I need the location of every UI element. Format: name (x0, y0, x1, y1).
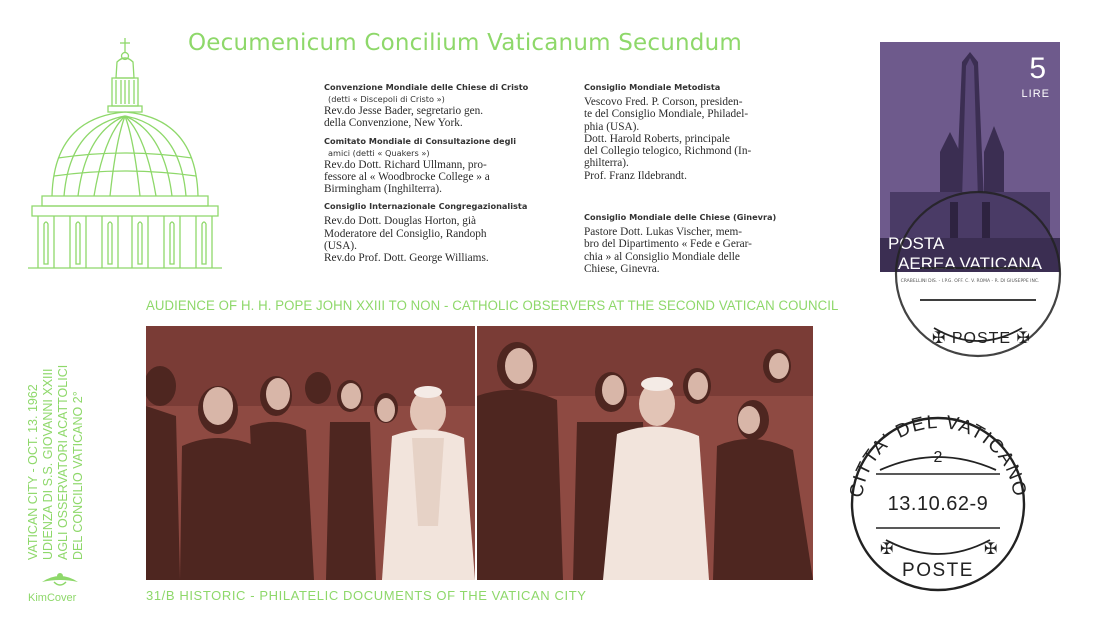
section-subheading: amici (detti « Quakers ») (328, 147, 430, 158)
text-line: della Convenzione, New York. (324, 117, 463, 130)
kimcover-logo-icon (40, 568, 80, 590)
text-line: Rev.do Prof. Dott. George Williams. (324, 252, 489, 265)
text-line: Birmingham (Inghilterra). (324, 183, 442, 196)
cross-icon: ✠ (1016, 330, 1031, 347)
text-line: bro del Dipartimento « Fede e Gerar- (584, 238, 752, 251)
photo-figures-left (146, 326, 475, 580)
vertical-caption (26, 365, 86, 560)
postmark-bottom-text: POSTE (902, 560, 974, 581)
observers-right-column (584, 82, 810, 275)
text-line: chia » al Consiglio Mondiale delle (584, 250, 740, 263)
section-heading: Consiglio Mondiale delle Chiese (Ginevra) (584, 212, 777, 223)
section-item (324, 201, 562, 264)
stamp-currency: LIRE (1021, 88, 1050, 100)
audience-photo-left (146, 326, 475, 580)
text-line: Rev.do Dott. Douglas Horton, già (324, 215, 477, 228)
vertical-line: VATICAN CITY - OCT. 13. 1962 (26, 384, 40, 560)
text-line: (USA). (324, 240, 357, 253)
cross-icon: ✠ (932, 330, 947, 347)
cross-icon: ✠ (880, 541, 894, 558)
section-item (324, 82, 562, 130)
text-line: fessore al « Woodbrocke College » a (324, 170, 490, 183)
postmark (838, 404, 1038, 594)
section-heading: Consiglio Internazionale Congregazionalista (324, 201, 528, 212)
cover-title: Oecumenicum Concilium Vaticanum Secundum (188, 30, 742, 56)
text-line: Vescovo Fred. P. Corson, presiden- (584, 96, 743, 108)
section-item (584, 82, 810, 182)
observers-left-column (324, 82, 562, 265)
postmark-date: 13.10.62-9 (887, 493, 989, 515)
text-line: Prof. Franz Ildebrandt. (584, 169, 687, 182)
footer-series: 31/B HISTORIC - PHILATELIC DOCUMENTS OF THE VATICAN CITY (146, 588, 587, 600)
photo-figures-right (477, 326, 813, 580)
text-line: Rev.do Dott. Richard Ullmann, pro- (324, 158, 487, 171)
vertical-line: DEL CONCILIO VATICANO 2° (71, 391, 85, 560)
text-line: Rev.do Jesse Bader, segretario gen. (324, 105, 484, 117)
section-item (584, 212, 810, 275)
stamp-credit: CRABELLINI DIS. - I.P.G. OFF. C. V. ROMA - R. DI GIUSEPPE INC. (900, 279, 1040, 284)
section-heading: Consiglio Mondiale Metodista (584, 82, 721, 92)
st-peters-dome-illustration (24, 36, 224, 276)
postmark-top-text: CITTA' DEL VATICANO (846, 411, 1030, 500)
vertical-line: UDIENZA DI S.S. GIOVANNI XXIII (41, 368, 55, 560)
section-item (324, 136, 562, 196)
stamp-value: 5 (1029, 52, 1046, 85)
text-line: Moderatore del Consiglio, Randoph (324, 227, 487, 240)
stamp-line1: POSTA (888, 234, 945, 253)
stamp-line2: AEREA VATICANA (898, 254, 1042, 272)
text-line: Pastore Dott. Lukas Vischer, mem- (584, 226, 743, 239)
section-subheading: (detti « Discepoli di Cristo ») (328, 94, 445, 104)
section-heading: Comitato Mondiale di Consultazione degli (324, 135, 517, 146)
vertical-line: AGLI OSSERVATORI ACATTOLICI (56, 364, 70, 560)
brand-name: KimCover (28, 592, 77, 604)
audience-photo-right (477, 326, 813, 580)
text-line: Chiese, Ginevra. (584, 262, 660, 275)
text-line: ghilterra). (584, 157, 629, 170)
section-heading: Convenzione Mondiale delle Chiese di Cristo (324, 82, 529, 92)
stamp-cancellation-label (932, 328, 1031, 348)
cross-icon: ✠ (984, 541, 998, 558)
text-line: te del Consiglio Mondiale, Philadel- (584, 108, 749, 121)
text-line: Dott. Harold Roberts, principale (584, 132, 730, 145)
text-line: phia (USA). (584, 120, 640, 133)
audience-banner: AUDIENCE OF H. H. POPE JOHN XXIII TO NON - CATHOLIC OBSERVERS AT THE SECOND VATICAN COUNCIL (146, 298, 839, 314)
postmark-number: 2 (933, 449, 943, 466)
cancellation-poste: POSTE (951, 330, 1012, 347)
text-line: del Collegio telogico, Richmond (In- (584, 145, 752, 158)
